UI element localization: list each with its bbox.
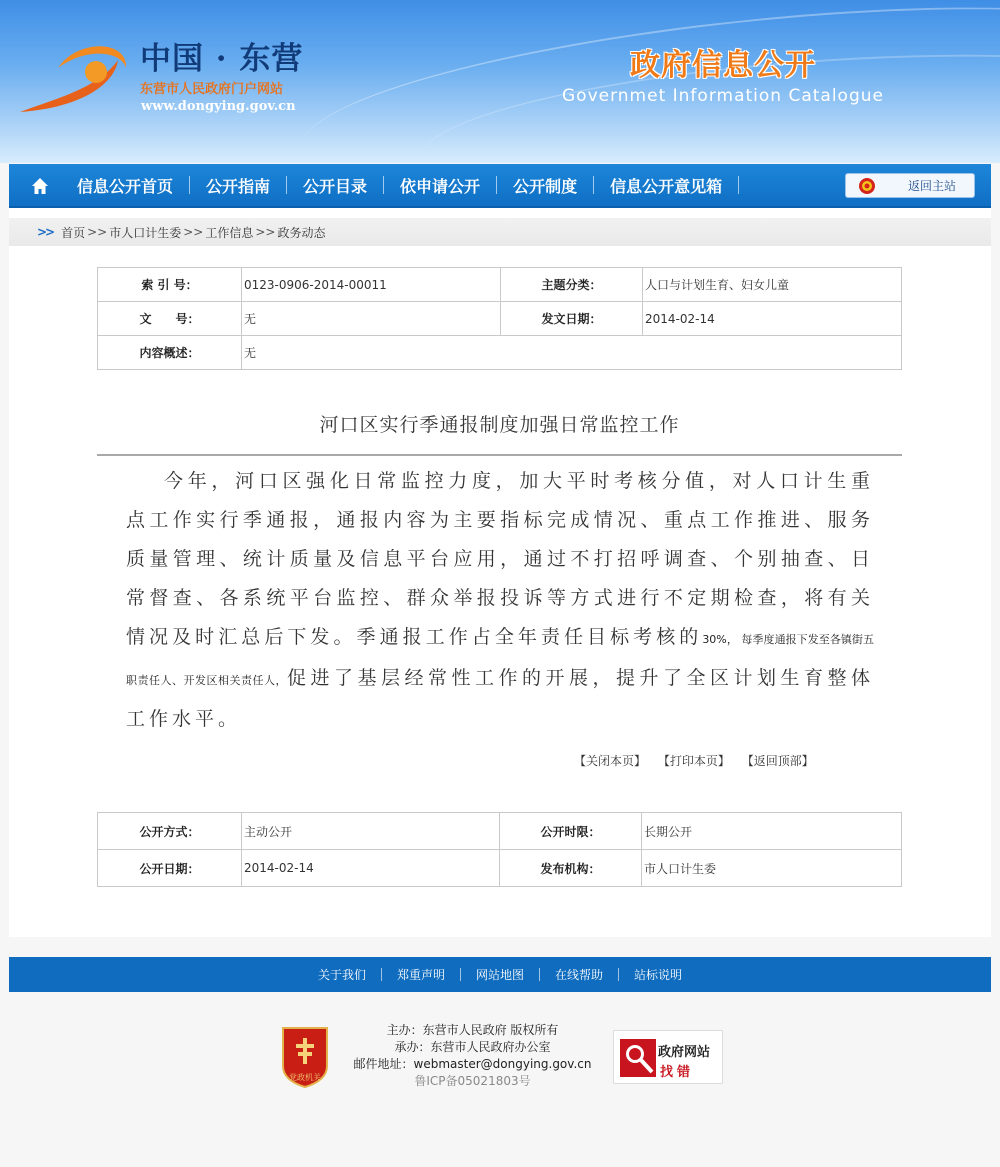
document-number-value: 无	[242, 302, 501, 336]
footer-organizer: 承办：东营市人民政府办公室	[394, 1040, 551, 1054]
footer-link-logo-info[interactable]: 站标说明	[634, 968, 683, 982]
breadcrumb-chevron-icon: >>	[37, 225, 54, 239]
main-nav	[9, 164, 991, 208]
footer-link-help[interactable]: 在线帮助	[555, 968, 604, 982]
breadcrumb-separator: >>	[183, 225, 204, 239]
breadcrumb-item-news[interactable]: 政务动态	[277, 225, 326, 240]
table-row	[98, 302, 902, 336]
nav-item-guide[interactable]: 公开指南	[206, 176, 271, 196]
article-text: 促进了基层经常性工作的开展，提升了全区计划生育整体工作水平。	[126, 667, 874, 730]
disclosure-period-label: 公开时限：	[500, 813, 642, 850]
content-panel	[9, 208, 991, 937]
disclosure-date-value: 2014-02-14	[242, 850, 500, 887]
back-to-top-link[interactable]: 【返回顶部】	[741, 754, 814, 768]
footer-links-bar	[9, 957, 991, 992]
disclosure-period-value: 长期公开	[642, 813, 902, 850]
article-body	[126, 462, 874, 739]
close-page-link[interactable]: 【关闭本页】	[574, 754, 647, 768]
document-meta-table	[97, 267, 902, 370]
footer-link-statement[interactable]: 郑重声明	[396, 968, 445, 982]
table-row	[98, 850, 902, 887]
error-badge-subtitle: 找错	[660, 1065, 695, 1080]
party-government-badge-icon[interactable]	[279, 1026, 331, 1088]
summary-label: 内容概述：	[98, 336, 242, 370]
topic-label: 主题分类：	[501, 268, 643, 302]
footer-email[interactable]: 邮件地址：webmaster@dongying.gov.cn	[353, 1057, 592, 1071]
title-divider	[97, 454, 902, 456]
disclosure-meta-table	[97, 812, 902, 887]
back-to-main-site-label: 返回主站	[908, 179, 957, 193]
footer-info	[345, 1022, 600, 1090]
publishing-org-label: 发布机构：	[500, 850, 642, 887]
error-badge-title: 政府网站	[658, 1045, 711, 1060]
topic-value: 人口与计划生育、妇女儿童	[643, 268, 902, 302]
site-subtitle: 东营市人民政府门户网站	[140, 82, 284, 97]
footer-link-sitemap[interactable]: 网站地图	[475, 968, 524, 982]
nav-item-catalogue[interactable]: 公开目录	[303, 176, 368, 196]
city-logo-icon[interactable]	[18, 38, 138, 118]
disclosure-method-label: 公开方式：	[98, 813, 242, 850]
publishing-org-value: 市人口计生委	[642, 850, 902, 887]
national-emblem-icon	[858, 177, 876, 195]
index-number-label: 索 引 号：	[98, 268, 242, 302]
breadcrumb-separator: >>	[255, 225, 276, 239]
article-title: 河口区实行季通报制度加强日常监控工作	[319, 414, 680, 436]
page-actions	[574, 752, 822, 769]
summary-value: 无	[242, 336, 902, 370]
issue-date-label: 发文日期：	[501, 302, 643, 336]
breadcrumb-item-home[interactable]: 首页	[61, 225, 86, 240]
nav-item-on-request[interactable]: 依申请公开	[400, 176, 481, 196]
table-row	[98, 336, 902, 370]
disclosure-method-value: 主动公开	[242, 813, 500, 850]
nav-item-rules[interactable]: 公开制度	[513, 176, 578, 196]
site-name: 中国 · 东营	[140, 41, 304, 77]
table-row	[98, 268, 902, 302]
gov-info-title: 政府信息公开	[630, 48, 816, 83]
nav-item-info-home[interactable]: 信息公开首页	[77, 176, 174, 196]
footer-sponsor: 主办：东营市人民政府 版权所有	[386, 1023, 559, 1037]
party-badge-text: 党政机关	[289, 1073, 321, 1082]
breadcrumb-item-population-committee[interactable]: 市人口计生委	[109, 225, 182, 240]
nav-item-feedback-box[interactable]: 信息公开意见箱	[610, 176, 723, 196]
issue-date-value: 2014-02-14	[643, 302, 902, 336]
article-text-small: 30%， 每季度通报下发至各镇街五职责任人、开发区相关责任人，	[126, 633, 874, 687]
nav-items	[61, 164, 739, 206]
print-page-link[interactable]: 【打印本页】	[657, 754, 730, 768]
disclosure-date-label: 公开日期：	[98, 850, 242, 887]
document-number-label: 文 号：	[98, 302, 242, 336]
breadcrumb-separator: >>	[87, 225, 108, 239]
breadcrumb-item-work-info[interactable]: 工作信息	[205, 225, 254, 240]
footer-icp[interactable]: 鲁ICP备05021803号	[414, 1074, 531, 1088]
back-to-main-site-button[interactable]	[845, 173, 975, 198]
breadcrumb	[9, 218, 991, 246]
site-url: www.dongying.gov.cn	[141, 99, 296, 114]
nav-divider	[738, 176, 739, 194]
footer-link-about[interactable]: 关于我们	[317, 968, 366, 982]
site-header	[0, 0, 1000, 163]
gov-info-subtitle: Governmet Information Catalogue	[562, 86, 884, 106]
magnifier-icon	[620, 1039, 656, 1077]
home-icon[interactable]	[31, 177, 49, 195]
table-row	[98, 813, 902, 850]
report-site-error-badge[interactable]	[613, 1030, 723, 1084]
index-number-value: 0123-0906-2014-00011	[242, 268, 501, 302]
article-text: 今年，河口区强化日常监控力度，加大平时考核分值，对人口计生重点工作实行季通报，通报内容为主要指标完成情况、重点工作推进、服务质量管理、统计质量及信息平台应用，通过不打招呼调查、个别抽查、日常督查、各系统平台监控、群众举报投诉等方式进行不定期检查，将有关情况及时汇总后下发。季通报工作占全年责任目标考核的	[126, 470, 874, 648]
